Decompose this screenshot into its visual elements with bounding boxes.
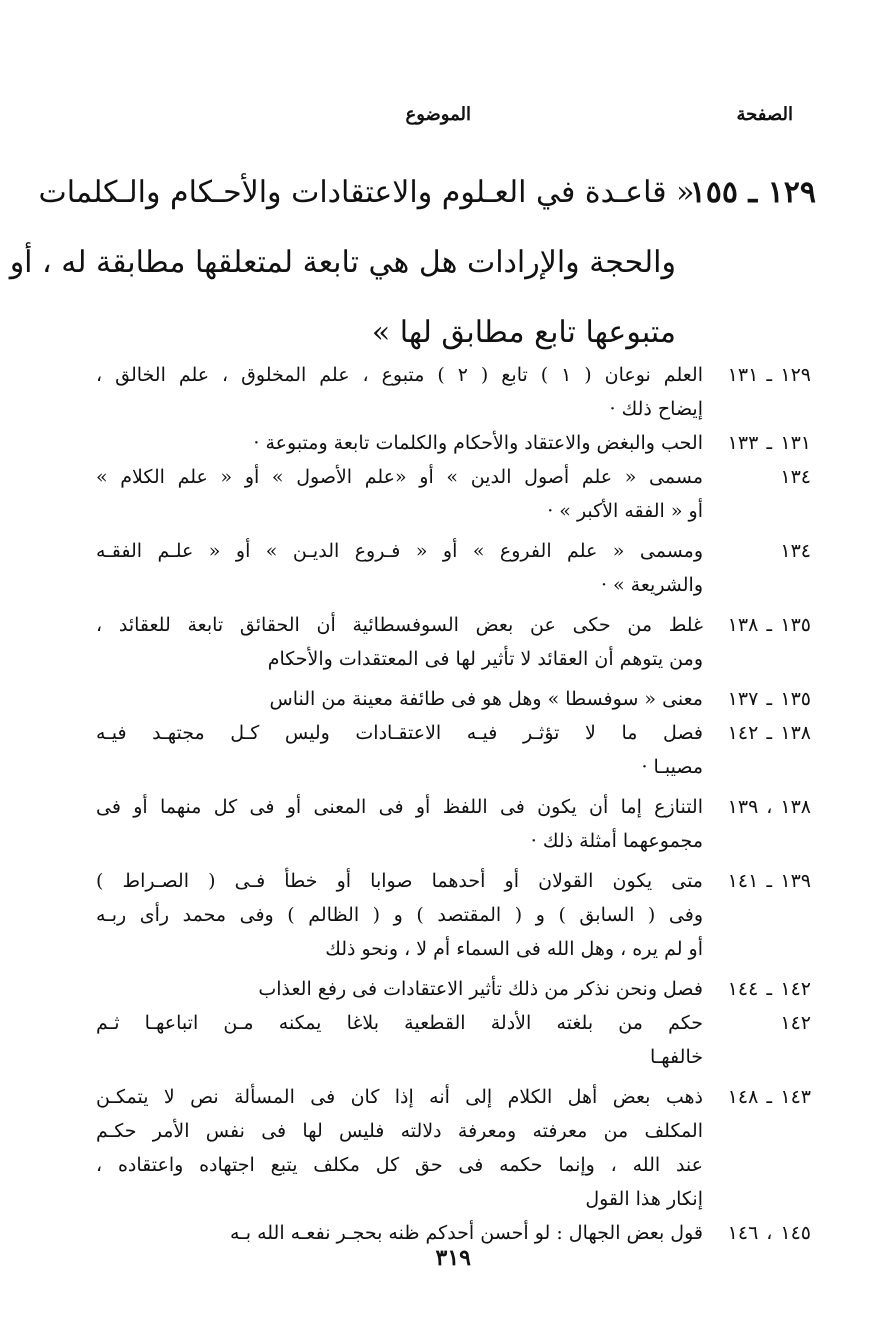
entry-text-line: الحب والبغض والاعتقاد والأحكام والكلمات تابعة ومتبوعة · [253,432,703,454]
entry-page-from: ١٣٨ [780,796,811,818]
entry-text-line: أو « الفقه الأكبر » · [547,500,703,522]
entry-text-line: عند الله ، وإنما حكمه فى حق كل مكلف يتبع اجتهاده واعتقاده ، [96,1154,703,1176]
entry-page-to: ١٤٢ [727,722,759,744]
entry-text-line: أو لم يره ، وهل الله فى السماء أم لا ، ونحو ذلك [325,938,703,960]
entry-page-range [715,426,811,460]
entry-page-from: ١٣٩ [780,870,811,892]
index-entry [96,972,811,1006]
entry-page-from: ١٣٥ [780,688,811,710]
index-entry [96,682,811,716]
entry-range-separator: ـ [766,614,773,636]
entry-description [96,1216,703,1250]
entry-text-line: إنكار هذا القول [585,1188,703,1210]
entry-text-line: إيضاح ذلك · [609,398,703,420]
topic-column-header: الموضوع [405,104,471,125]
main-entry-line: متبوعها تابع مطابق لها » [371,315,676,350]
entry-page-range [715,972,811,1006]
entry-description [96,608,703,676]
entry-range-separator: ، [766,1222,773,1244]
entry-range-separator: ـ [766,432,773,454]
index-entry [96,716,811,784]
entry-text-line: مصيبـا · [641,756,703,778]
entry-page-to: ١٣٧ [727,688,759,710]
entry-text-line: ومن يتوهم أن العقائد لا تأثير لها فى المعتقدات والأحكام [267,648,703,670]
entry-text-line: ومسمى « علم الفروع » أو « فـروع الديـن » أو « علـم الفقـه [96,540,703,562]
entry-text-line: مجموعهما أمثلة ذلك · [530,830,703,852]
entry-page-to: ١٤٨ [727,1086,759,1108]
index-entry [96,534,811,602]
entry-page-to: ١٤٤ [727,978,759,1000]
entry-description [96,534,703,602]
entry-page-to: ١٤٦ [727,1222,759,1244]
entry-text-line: العلم نوعان ( ١ ) تابع ( ٢ ) متبوع ، علم المخلوق ، علم الخالق ، [96,364,703,386]
entry-page-to: ١٣٨ [727,614,759,636]
entry-page-range [715,1216,811,1250]
index-entry [96,1006,811,1074]
entry-text-line: التنازع إما أن يكون فى اللفظ أو فى المعنى أو فى كل منهما أو فى [96,796,703,818]
entry-page-range [715,864,811,898]
entry-page-from: ١٣٤ [780,540,811,562]
entry-page-range [715,534,811,568]
entry-range-separator: ـ [766,688,773,710]
entry-range-separator: ـ [766,978,773,1000]
entry-text-line: معنى « سوفسطا » وهل هو فى طائفة معينة من الناس [269,688,703,710]
main-heading-entry [9,168,816,378]
entry-range-separator: ـ [766,1086,773,1108]
page-number: ٣١٩ [435,1245,471,1271]
entry-page-from: ١٤٥ [780,1222,811,1244]
entry-range-separator: ـ [766,364,773,386]
entry-text-line: غلط من حكى عن بعض السوفسطائية أن الحقائق تابعة للعقائد ، [96,614,703,636]
index-entry [96,790,811,858]
index-entry [96,460,811,528]
entry-page-from: ١٢٩ [780,364,811,386]
entry-page-range [715,1080,811,1114]
entry-range-separator: ، [766,796,773,818]
entry-page-to: ١٣١ [727,364,759,386]
entry-description [96,682,703,716]
entry-text-line: ذهب بعض أهل الكلام إلى أنه إذا كان فى المسألة نص لا يتمكـن [96,1086,703,1108]
index-entry [96,608,811,676]
entry-description [96,1006,703,1074]
entry-description [96,864,703,966]
entry-description [96,358,703,426]
entry-description [96,460,703,528]
entry-text-line: متى يكون القولان أو أحدهما صوابا أو خطأ فـى ( الصـراط ) [96,870,703,892]
entry-text-line: المكلف من معرفته ومعرفة دلالته فليس لها فى نفس الأمر حكـم [96,1120,703,1142]
entry-page-from: ١٤٣ [780,1086,811,1108]
entry-text-line: والشريعة » · [600,574,703,596]
entry-page-range [715,682,811,716]
entry-page-from: ١٣٥ [780,614,811,636]
entry-page-range [715,790,811,824]
main-entry-line: والحجة والإرادات هل هي تابعة لمتعلقها مطابقة له ، أو [9,245,676,280]
entry-text-line: خالفهـا [649,1046,703,1068]
index-entry [96,864,811,966]
entry-page-from: ١٣١ [780,432,811,454]
entry-text-line: حكم من بلغته الأدلة القطعية بلاغا يمكنه مـن اتباعهـا ثـم [96,1012,703,1034]
index-entry [96,358,811,426]
entry-range-separator: ـ [766,722,773,744]
entry-text-line: وفى ( السابق ) و ( المقتصد ) و ( الظالم ) وفى محمد رأى ربـه [96,904,703,926]
entry-description [96,716,703,784]
index-entries-list [96,358,811,1250]
entry-description [96,790,703,858]
entry-page-to: ١٤١ [727,870,759,892]
page-column-header: الصفحة [736,104,793,125]
entry-page-from: ١٤٢ [780,978,811,1000]
entry-page-range [715,608,811,642]
entry-page-from: ١٤٢ [780,1012,811,1034]
entry-range-separator: ـ [766,870,773,892]
entry-description [96,972,703,1006]
main-entry-line: « قاعـدة في العـلوم والاعتقادات والأحـكام والـكلمات [38,175,695,210]
entry-text-line: مسمى « علم أصول الدين » أو «علم الأصول » أو « علم الكلام » [96,466,703,488]
index-entry [96,426,811,460]
entry-page-to: ١٣٣ [727,432,759,454]
entry-text-line: فصل ونحن نذكر من ذلك تأثير الاعتقادات فى رفع العذاب [258,978,703,1000]
entry-description [96,426,703,460]
entry-page-range [715,358,811,392]
entry-page-range [715,460,811,494]
entry-page-from: ١٣٤ [780,466,811,488]
entry-description [96,1080,703,1216]
main-entry-range: ١٢٩ ـ ١٥٥ [689,175,816,210]
entry-page-range [715,1006,811,1040]
entry-text-line: قول بعض الجهال : لو أحسن أحدكم ظنه بحجـر نفعـه الله بـه [230,1222,703,1244]
index-entry [96,1080,811,1216]
entry-page-to: ١٣٩ [727,796,759,818]
entry-page-from: ١٣٨ [780,722,811,744]
entry-text-line: فصل ما لا تؤثـر فيـه الاعتقـادات وليس كـل مجتهـد فيـه [96,722,703,744]
entry-page-range [715,716,811,750]
